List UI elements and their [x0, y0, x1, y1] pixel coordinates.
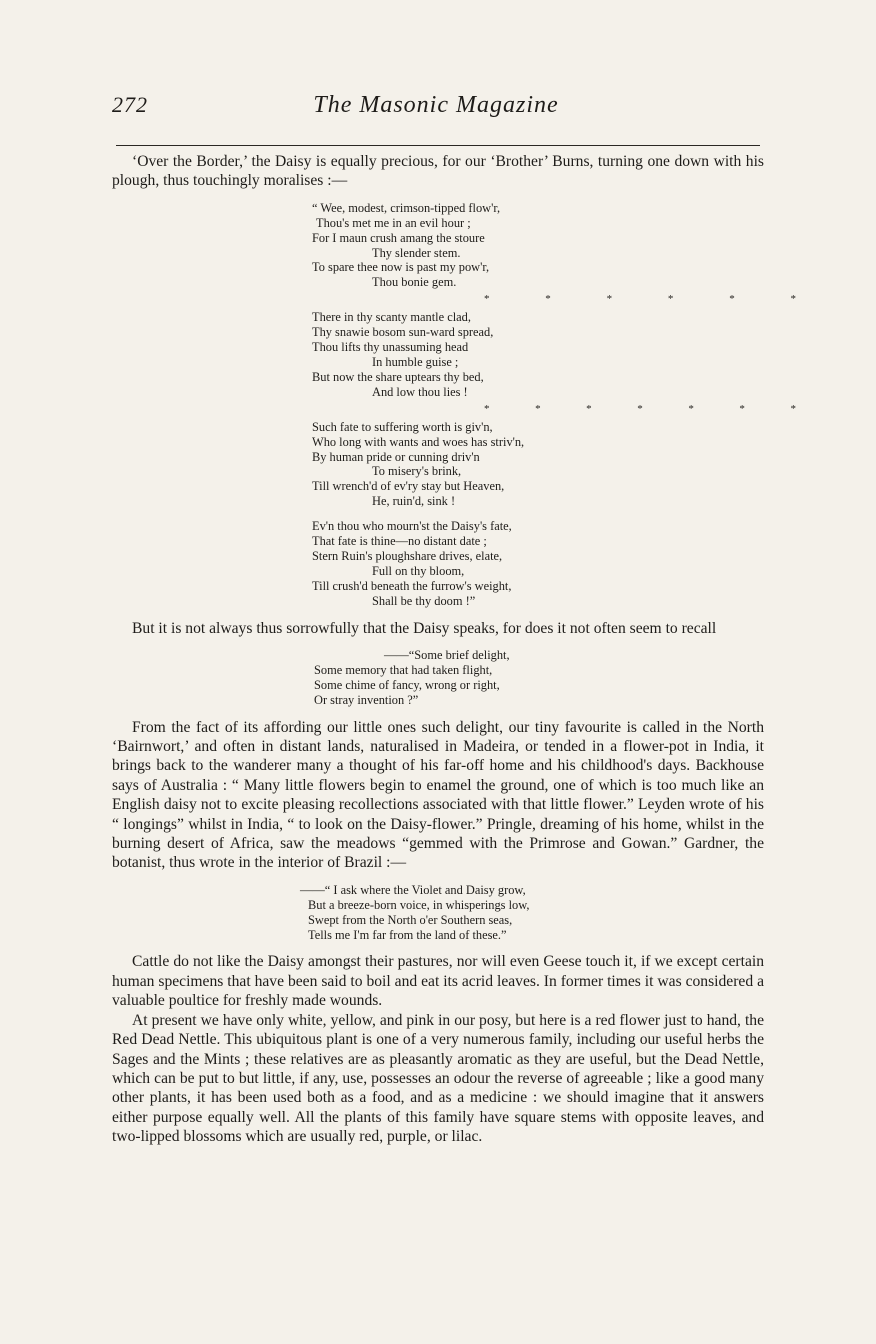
- verse-line: ——“ I ask where the Violet and Daisy grow,: [300, 882, 526, 897]
- verse-line: Till crush'd beneath the furrow's weight,: [312, 578, 512, 593]
- asterisk: *: [545, 293, 551, 306]
- asterisk: *: [606, 293, 613, 306]
- asterisk: *: [739, 402, 745, 415]
- asterisk: *: [484, 402, 490, 415]
- brief-delight-quote: [112, 648, 764, 708]
- verse-line: Thou lifts thy unassuming head: [312, 340, 469, 355]
- asterisk: *: [729, 293, 735, 306]
- header-rule: [116, 145, 760, 146]
- verse-line: Swept from the North o'er Southern seas,: [308, 912, 513, 927]
- verse-line: But now the share uptears thy bed,: [312, 369, 484, 384]
- verse-line: By human pride or cunning driv'n: [312, 449, 480, 464]
- verse-line: Ev'n thou who mourn'st the Daisy's fate,: [312, 519, 512, 534]
- asterisk-divider: [484, 292, 796, 306]
- verse-line: Some memory that had taken flight,: [314, 662, 493, 677]
- asterisk: *: [586, 402, 592, 415]
- verse-line: Thou bonie gem.: [372, 275, 457, 290]
- verse-line: Such fate to suffering worth is giv'n,: [312, 419, 493, 434]
- verse-line: He, ruin'd, sink !: [372, 494, 456, 509]
- asterisk: *: [535, 402, 541, 415]
- verse-line: To misery's brink,: [372, 464, 462, 479]
- stanza: [312, 420, 764, 509]
- stanza: [312, 310, 764, 399]
- stanza: [312, 519, 764, 608]
- asterisk-divider: [484, 402, 796, 416]
- verse-line: Thou's met me in an evil hour ;: [316, 215, 471, 230]
- asterisk: *: [688, 402, 694, 415]
- paragraph-bairnwort: From the fact of its affording our little ones such delight, our tiny favourite is called in the North ‘Bairnwort,’ and often in distant lands, naturalised in Madeira, or tended in a flower-pot in India, it brings back to the wanderer many a thought of his far-off home and his childhood's days. Backhouse says of Australia : “ Many little flowers begin to enamel the ground, one of which is too much like an English daisy not to excite pleasing recollections associated with that little flower.” Leyden wrote of his “ longings” whilst in India, “ to look on the Daisy-flower.” Pringle, dreaming of his home, whilst in the burning desert of Africa, saw the meadows “gemmed with the Primrose and Gowan.” Gardner, the botanist, thus wrote in the interior of Brazil :—: [112, 718, 764, 872]
- stanza: [312, 201, 764, 290]
- article-body: [112, 152, 796, 1147]
- gardner-quote: [112, 883, 764, 943]
- verse-line: Till wrench'd of ev'ry stay but Heaven,: [312, 479, 505, 494]
- verse-line: ——“Some brief delight,: [384, 647, 510, 662]
- verse-line: Tells me I'm far from the land of these.”: [308, 927, 507, 942]
- running-title: The Masonic Magazine: [313, 92, 559, 118]
- verse-line: Stern Ruin's ploughshare drives, elate,: [312, 548, 503, 563]
- paragraph-cattle: Cattle do not like the Daisy amongst their pastures, nor will even Geese touch it, if we except certain human specimens that have been said to boil and eat its acrid leaves. In former times it was considered a valuable poultice for freshly made wounds.: [112, 953, 764, 1010]
- paragraph-sorrowfully: But it is not always thus sorrowfully that the Daisy speaks, for does it not often seem to recall: [132, 619, 717, 637]
- paragraph-dead-nettle: At present we have only white, yellow, and pink in our posy, but here is a red flower just to hand, the Red Dead Nettle. This ubiquitous plant is one of a very numerous family, including our useful herbs the Sages and the Mints ; these relatives are as pleasantly aromatic as they are useful, but the Dead Nettle, which can be put to but little, if any, use, possesses an odour the reverse of agreeable ; like a good many other plants, it has been used both as a food, and as a medicine : we should imagine that it answers either purpose equally well. All the plants of this family have square stems with opposite leaves, and two-lipped blossoms which are usually red, purple, or lilac.: [112, 1011, 764, 1146]
- paragraph-over-the-border: ‘Over the Border,’ the Daisy is equally precious, for our ‘Brother’ Burns, turning one down with his plough, thus touchingly moralises :—: [112, 153, 764, 190]
- asterisk: *: [790, 402, 796, 415]
- verse-line: For I maun crush amang the stoure: [312, 230, 485, 245]
- asterisk: *: [637, 402, 643, 415]
- verse-line: Who long with wants and woes has striv'n,: [312, 434, 525, 449]
- verse-line: Thy slender stem.: [372, 245, 461, 260]
- verse-line: To spare thee now is past my pow'r,: [312, 260, 490, 275]
- verse-line: And low thou lies !: [372, 384, 468, 399]
- verse-line: That fate is thine—no distant date ;: [312, 534, 487, 549]
- asterisk: *: [790, 293, 796, 306]
- verse-line: In humble guise ;: [372, 354, 459, 369]
- asterisk: *: [484, 293, 490, 306]
- verse-line: Some chime of fancy, wrong or right,: [314, 677, 500, 692]
- verse-line: But a breeze-born voice, in whisperings low,: [308, 897, 530, 912]
- burns-poem: [112, 200, 796, 609]
- verse-line: Or stray invention ?”: [314, 692, 419, 707]
- verse-line: There in thy scanty mantle clad,: [312, 310, 471, 325]
- verse-line: Thy snawie bosom sun-ward spread,: [312, 325, 494, 340]
- page-number: 272: [112, 92, 148, 117]
- verse-line: Shall be thy doom !”: [372, 593, 476, 608]
- verse-line: “ Wee, modest, crimson-tipped flow'r,: [312, 200, 501, 215]
- asterisk: *: [667, 293, 674, 306]
- page-header: [112, 92, 760, 126]
- verse-line: Full on thy bloom,: [372, 563, 465, 578]
